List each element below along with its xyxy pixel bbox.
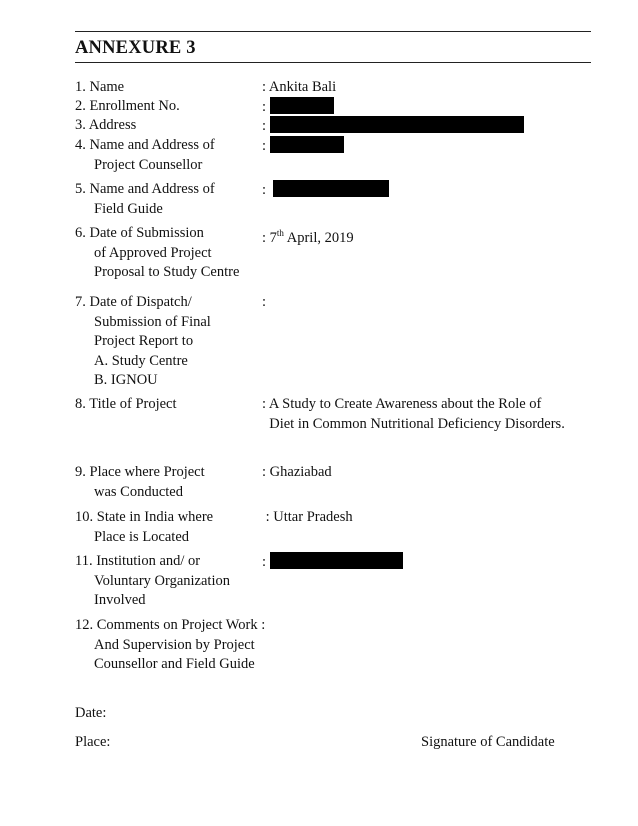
field-label: Name and Address of [89, 181, 215, 197]
field-label: Proposal to Study Centre [94, 264, 240, 280]
field-label: Enrollment No. [89, 98, 180, 114]
field-value: Ankita Bali [268, 79, 337, 95]
item-number: 8. [75, 396, 86, 412]
field-label: Field Guide [94, 200, 163, 217]
item-number: 3. [75, 117, 86, 133]
field-label: State in India where [96, 509, 214, 525]
field-label: And Supervision by Project [94, 636, 255, 653]
field-label: Place is Located [94, 528, 190, 545]
field-label: Title of Project [89, 396, 177, 412]
item-number: 10. [75, 509, 94, 525]
item-number: 7. [75, 294, 86, 310]
field-label: Counsellor and Field Guide [94, 656, 255, 672]
field-label: Project Counsellor [94, 156, 203, 173]
field-label: Date of Submission [89, 225, 204, 241]
field-value: A Study to Create Awareness about the Role of [268, 396, 542, 412]
field-label: Name [89, 79, 125, 95]
item-number: 12. [75, 617, 94, 633]
item-number: 2. [75, 98, 86, 114]
field-label: Date of Dispatch/ [89, 294, 192, 310]
redaction-box [270, 116, 524, 133]
item-number: 5. [75, 181, 86, 197]
field-value: Ghaziabad [269, 464, 332, 480]
redaction-box [273, 180, 389, 197]
redaction-box [270, 97, 334, 114]
field-label: Address [88, 117, 137, 133]
field-label: Name and Address of [89, 137, 215, 153]
field-value: Uttar Pradesh [273, 509, 353, 525]
item-number: 9. [75, 464, 86, 480]
field-value: th [276, 228, 284, 238]
top-rule [75, 31, 591, 32]
date-label: Date: [75, 705, 107, 721]
field-label: Voluntary Organization [94, 572, 230, 589]
field-value: Diet in Common Nutritional Deficiency Disorders. [269, 415, 565, 432]
field-label: Involved [94, 592, 146, 608]
field-label: of Approved Project [94, 244, 212, 261]
item-number: 4. [75, 137, 86, 153]
redaction-box [270, 136, 344, 153]
field-label: Place where Project [89, 464, 205, 480]
place-label: Place: [75, 734, 111, 750]
field-value: April, 2019 [283, 229, 354, 246]
field-label: A. Study Centre [94, 352, 188, 369]
field-label: B. IGNOU [94, 372, 158, 388]
field-label: was Conducted [94, 483, 183, 500]
item-number: 11. [75, 553, 93, 569]
title-rule [75, 62, 591, 63]
field-label: Institution and/ or [96, 553, 201, 569]
item-number: 6. [75, 225, 86, 241]
signature-label: Signature of Candidate [421, 734, 555, 750]
field-label: Project Report to [94, 333, 194, 349]
field-label: Comments on Project Work : [96, 617, 266, 633]
field-value: 7 [269, 229, 277, 246]
redaction-box [270, 552, 403, 569]
field-label: Submission of Final [94, 313, 211, 330]
page-title: ANNEXURE 3 [75, 38, 196, 58]
item-number: 1. [75, 79, 86, 95]
